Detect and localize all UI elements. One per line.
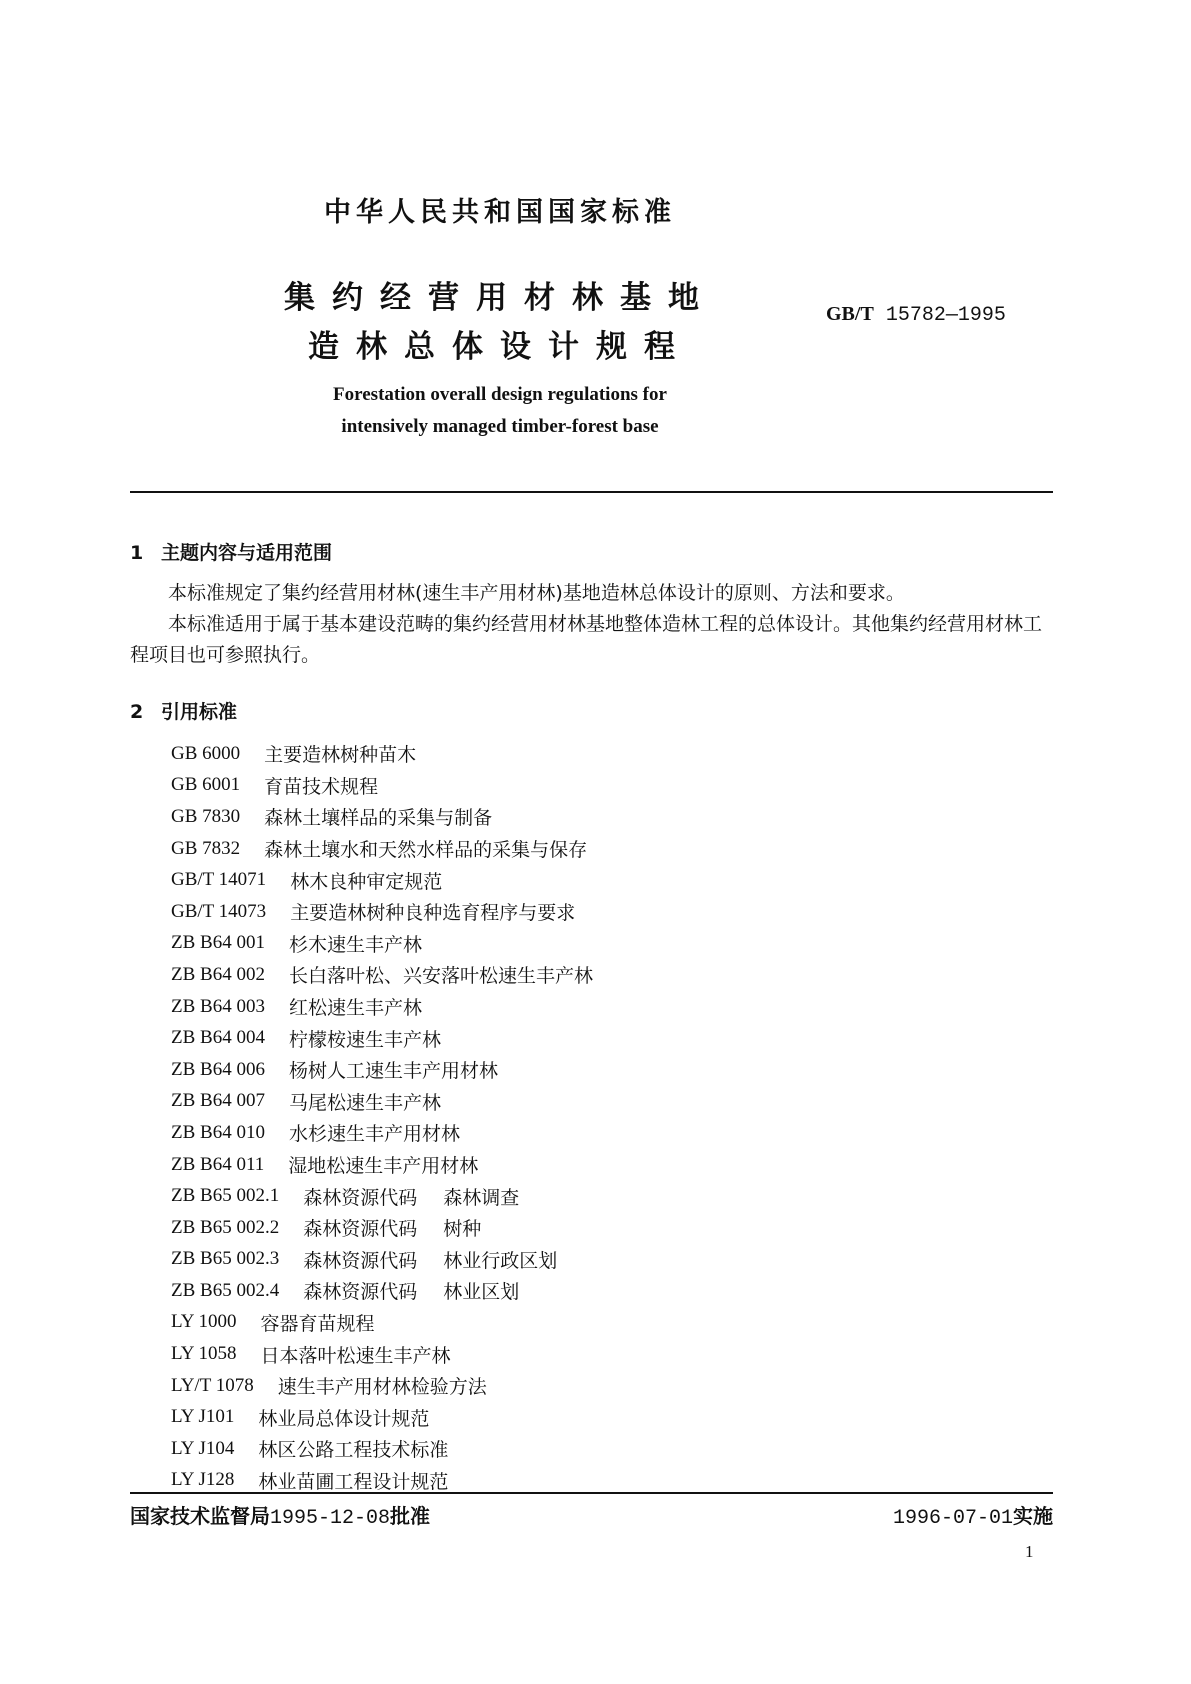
section-1-number: 1 [130, 542, 144, 564]
reference-code: LY J128 [171, 1469, 235, 1491]
document-title-line1: 集约经营用材林基地 [284, 280, 716, 316]
reference-title: 森林土壤样品的采集与制备 [264, 807, 493, 830]
reference-title: 柠檬桉速生丰产林 [288, 1028, 441, 1051]
reference-title: 红松速生丰产林 [288, 997, 422, 1020]
reference-subtitle: 森林调查 [443, 1186, 520, 1209]
standard-code [826, 303, 1006, 327]
page-number: 1 [1025, 1542, 1034, 1561]
effective-statement [893, 1500, 1053, 1530]
reference-title: 杉木速生丰产林 [288, 933, 422, 956]
english-title-line1: Forestation overall design regulations for [333, 384, 667, 405]
reference-code: GB/T 14071 [171, 869, 267, 891]
reference-title: 速生丰产用材林检验方法 [277, 1376, 487, 1399]
reference-title: 森林资源代码 [303, 1186, 418, 1209]
reference-item [171, 959, 593, 991]
reference-item [171, 770, 593, 802]
reference-item [171, 1149, 593, 1181]
reference-title: 杨树人工速生丰产用材林 [288, 1060, 498, 1083]
reference-title: 森林土壤水和天然水样品的采集与保存 [264, 839, 588, 862]
reference-title: 森林资源代码 [303, 1249, 418, 1272]
reference-item [171, 1244, 593, 1276]
reference-title: 林木良种审定规范 [290, 870, 443, 893]
reference-item [171, 864, 593, 896]
reference-title: 林业局总体设计规范 [258, 1407, 430, 1430]
section-1-heading [130, 538, 332, 565]
reference-title: 湿地松速生丰产用材林 [288, 1155, 479, 1178]
top-divider [130, 491, 1053, 493]
reference-code: GB/T 14073 [171, 900, 267, 922]
reference-code: ZB B65 002.2 [171, 1216, 280, 1238]
reference-item [171, 1433, 593, 1465]
reference-code: LY 1000 [171, 1311, 237, 1333]
reference-item [171, 801, 593, 833]
reference-item [171, 1212, 593, 1244]
reference-code: GB 7830 [171, 805, 241, 827]
issuer: 国家技术监督局 [130, 1504, 270, 1528]
reference-code: GB 6000 [171, 742, 241, 764]
effective-label: 实施 [1013, 1504, 1053, 1528]
national-standard-heading: 中华人民共和国国家标准 [324, 197, 676, 228]
reference-code: LY J104 [171, 1437, 235, 1459]
reference-item [171, 1307, 593, 1339]
section-2-number: 2 [130, 701, 144, 723]
reference-item [171, 1054, 593, 1086]
reference-code: ZB B64 011 [171, 1153, 265, 1175]
reference-item [171, 1022, 593, 1054]
reference-subtitle: 树种 [443, 1218, 482, 1241]
section-2-heading [130, 697, 237, 724]
reference-title: 林区公路工程技术标准 [258, 1439, 449, 1462]
reference-title: 森林资源代码 [303, 1281, 418, 1304]
reference-code: ZB B64 010 [171, 1121, 265, 1143]
standard-code-number: 15782—1995 [885, 304, 1006, 327]
reference-title: 水杉速生丰产用材林 [288, 1123, 460, 1146]
standard-code-prefix: GB/T [826, 303, 874, 325]
reference-code: ZB B64 002 [171, 963, 265, 985]
reference-code: LY/T 1078 [171, 1374, 254, 1396]
reference-item [171, 991, 593, 1023]
section-1-title: 主题内容与适用范围 [161, 542, 333, 564]
reference-subtitle: 林业行政区划 [443, 1249, 558, 1272]
reference-item [171, 928, 593, 960]
section-1-paragraph-2: 本标准适用于属于基本建设范畴的集约经营用材林基地整体造林工程的总体设计。其他集约经营用材林工程项目也可参照执行。 [130, 613, 1043, 666]
bottom-divider [130, 1492, 1053, 1494]
reference-title: 马尾松速生丰产林 [288, 1091, 441, 1114]
reference-title: 日本落叶松速生丰产林 [260, 1344, 451, 1367]
reference-subtitle: 林业区划 [443, 1281, 520, 1304]
reference-code: ZB B64 004 [171, 1027, 265, 1049]
reference-item [171, 1117, 593, 1149]
reference-title: 林业苗圃工程设计规范 [258, 1470, 449, 1493]
reference-item [171, 1275, 593, 1307]
reference-item [171, 1401, 593, 1433]
reference-item [171, 738, 593, 770]
issue-statement [130, 1500, 430, 1530]
reference-code: ZB B64 001 [171, 932, 265, 954]
reference-code: ZB B64 006 [171, 1058, 265, 1080]
reference-title: 育苗技术规程 [264, 775, 379, 798]
reference-code: ZB B65 002.3 [171, 1248, 280, 1270]
reference-code: ZB B65 002.1 [171, 1185, 280, 1207]
section-1-paragraph-1: 本标准规定了集约经营用材林(速生丰产用材林)基地造林总体设计的原则、方法和要求。 [168, 582, 905, 604]
reference-code: ZB B64 003 [171, 995, 265, 1017]
issue-date: 1995-12-08 [270, 1507, 391, 1530]
document-title-line2: 造林总体设计规程 [308, 329, 692, 365]
reference-code: LY J101 [171, 1406, 235, 1428]
reference-title: 森林资源代码 [303, 1218, 418, 1241]
reference-item [171, 1338, 593, 1370]
effective-date: 1996-07-01 [892, 1507, 1013, 1530]
english-title-line2: intensively managed timber-forest base [341, 416, 659, 437]
reference-item [171, 896, 593, 928]
reference-title: 容器育苗规程 [260, 1312, 375, 1335]
reference-title: 长白落叶松、兴安落叶松速生丰产林 [288, 965, 593, 988]
reference-item [171, 1370, 593, 1402]
reference-list [171, 738, 593, 1496]
reference-title: 主要造林树种苗木 [264, 744, 417, 767]
reference-item [171, 833, 593, 865]
reference-code: LY 1058 [171, 1343, 237, 1365]
reference-item [171, 1086, 593, 1118]
reference-code: GB 6001 [171, 774, 241, 796]
issue-label: 批准 [390, 1504, 431, 1528]
section-2-title: 引用标准 [161, 701, 238, 723]
reference-title: 主要造林树种良种选育程序与要求 [290, 902, 576, 925]
reference-item [171, 1180, 593, 1212]
reference-code: ZB B64 007 [171, 1090, 265, 1112]
reference-code: GB 7832 [171, 837, 241, 859]
reference-code: ZB B65 002.4 [171, 1279, 280, 1301]
